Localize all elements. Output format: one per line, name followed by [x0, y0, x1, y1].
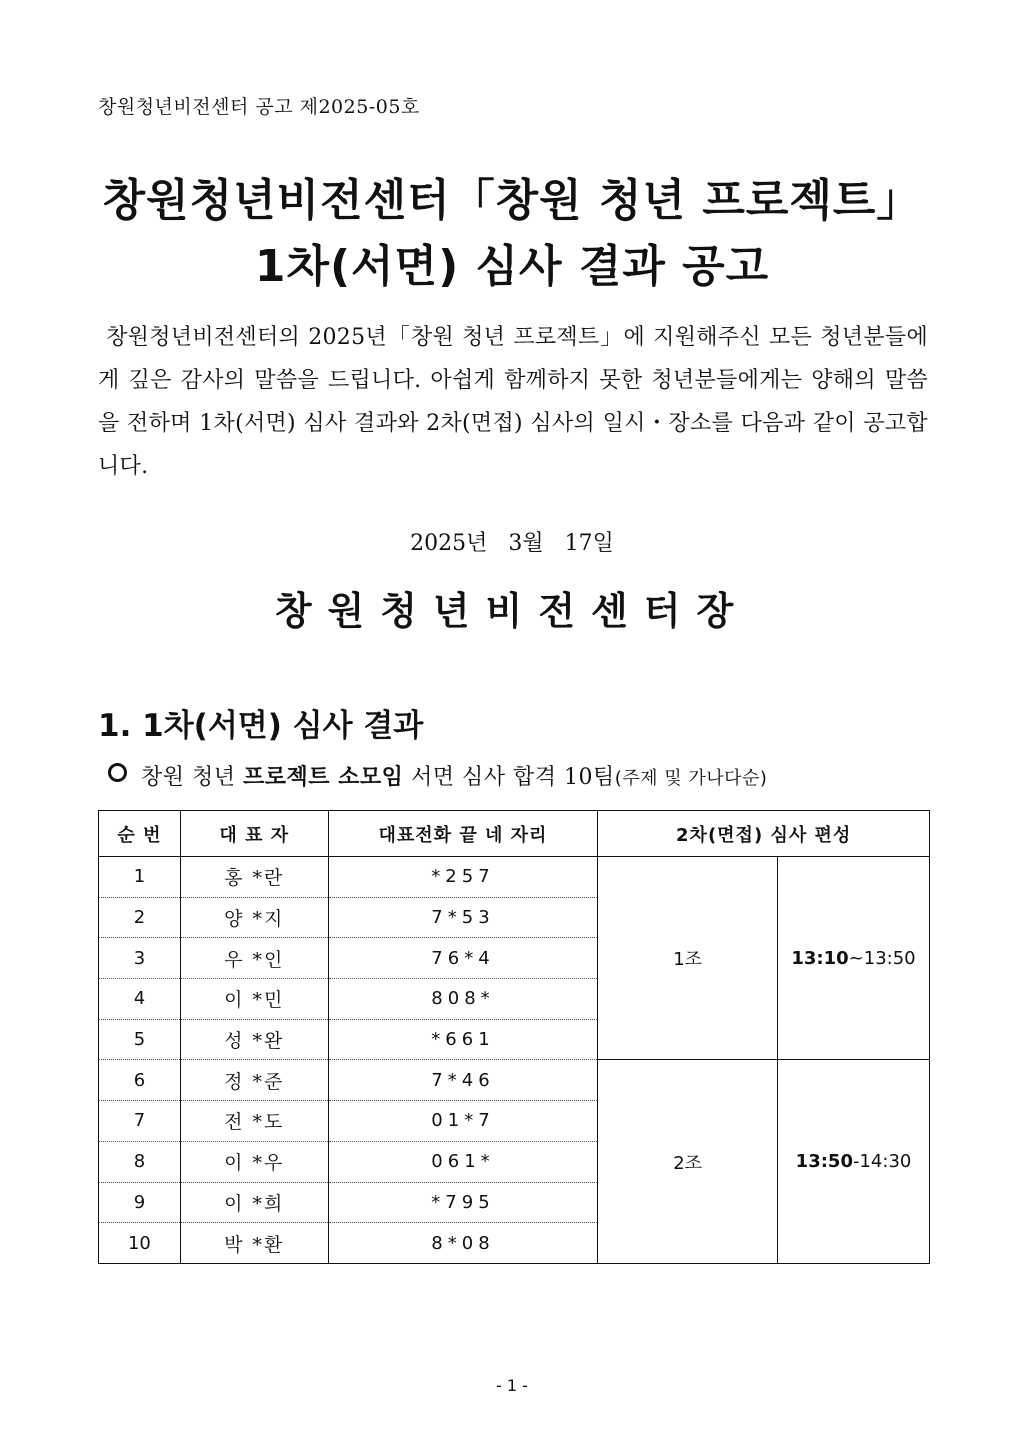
intro-text: 창원청년비전센터의 2025년「창원 청년 프로젝트」에 지원해주신 모든 청년분들에게 깊은 감사의 말씀을 드립니다. 아쉽게 함께하지 못한 청년분들에게는 양해의 말씀을 전하며 1차(서면) 심사 결과와 2차(면접) 심사의 일시・장소를 다음과 같이 공고합니다. — [98, 325, 928, 479]
cell-no: 3 — [99, 938, 181, 979]
group-2-time-start: 13:50 — [795, 1151, 853, 1173]
group-1-time — [778, 857, 930, 1060]
cell-no: 8 — [99, 1141, 181, 1182]
cell-no: 9 — [99, 1182, 181, 1223]
group-2-time — [778, 1060, 930, 1263]
cell-phone: 7*46 — [328, 1060, 598, 1101]
cell-no: 1 — [99, 857, 181, 898]
cell-name: 홍 *란 — [180, 857, 328, 898]
cell-no: 6 — [99, 1060, 181, 1101]
cell-no: 2 — [99, 897, 181, 938]
cell-name: 이 *민 — [180, 979, 328, 1020]
group-2-time-sep: - — [852, 1151, 860, 1173]
group-1-label: 1조 — [598, 857, 778, 1060]
cell-phone: *257 — [328, 857, 598, 898]
cell-phone: 061* — [328, 1141, 598, 1182]
cell-phone: *795 — [328, 1182, 598, 1223]
section-subheading — [108, 760, 767, 791]
notice-number: 창원청년비전센터 공고 제2025-05호 — [98, 96, 420, 118]
cell-name: 우 *인 — [180, 938, 328, 979]
header-representative: 대 표 자 — [180, 811, 328, 857]
cell-phone: *661 — [328, 1019, 598, 1060]
cell-phone: 01*7 — [328, 1101, 598, 1142]
cell-no: 7 — [99, 1101, 181, 1142]
section-heading: 1. 1차(서면) 심사 결과 — [98, 708, 424, 744]
subheading-suffix: 서면 심사 합격 10팀 — [410, 765, 615, 790]
cell-phone: 76*4 — [328, 938, 598, 979]
cell-name: 정 *준 — [180, 1060, 328, 1101]
cell-no: 4 — [99, 979, 181, 1020]
table-row — [99, 1060, 930, 1101]
subheading-bold: 프로젝트 소모임 — [243, 764, 404, 790]
signer: 창원청년비전센터장 — [274, 589, 750, 633]
cell-phone: 7*53 — [328, 897, 598, 938]
header-schedule: 2차(면접) 심사 편성 — [598, 811, 930, 857]
notice-date: 2025년 3월 17일 — [410, 531, 614, 556]
table-header-row — [99, 811, 930, 857]
cell-name: 전 *도 — [180, 1101, 328, 1142]
subheading-prefix: 창원 청년 — [141, 765, 236, 790]
group-1-time-sep: ~ — [848, 947, 864, 969]
cell-name: 이 *희 — [180, 1182, 328, 1223]
cell-name: 성 *완 — [180, 1019, 328, 1060]
results-table — [98, 810, 930, 1264]
group-1-time-end: 13:50 — [863, 947, 916, 969]
page-title-line2: 1차(서면) 심사 결과 공고 — [254, 241, 770, 292]
page-title-line1: 창원청년비전센터「창원 청년 프로젝트」 — [102, 175, 922, 226]
cell-phone: 8*08 — [328, 1223, 598, 1264]
group-2-time-end: 14:30 — [859, 1151, 912, 1173]
cell-no: 10 — [99, 1223, 181, 1264]
table-row — [99, 857, 930, 898]
page-number: - 1 - — [496, 1376, 528, 1395]
cell-no: 5 — [99, 1019, 181, 1060]
intro-paragraph — [98, 316, 928, 488]
cell-name: 박 *환 — [180, 1223, 328, 1264]
circle-bullet-icon — [108, 763, 127, 782]
header-no: 순 번 — [99, 811, 181, 857]
subheading-note: (주제 및 가나다순) — [614, 768, 768, 789]
group-1-time-start: 13:10 — [791, 947, 849, 969]
header-phone: 대표전화 끝 네 자리 — [328, 811, 598, 857]
cell-phone: 808* — [328, 979, 598, 1020]
cell-name: 양 *지 — [180, 897, 328, 938]
cell-name: 이 *우 — [180, 1141, 328, 1182]
group-2-label: 2조 — [598, 1060, 778, 1263]
